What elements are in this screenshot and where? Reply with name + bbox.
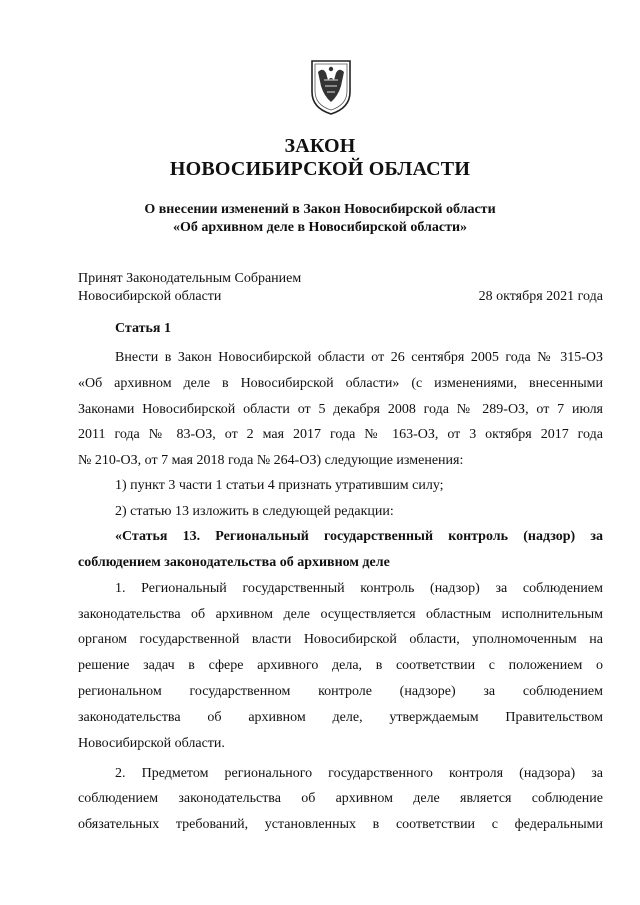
para1-line: законодательства об архивном деле осуществляется областным исполнительным	[78, 607, 603, 622]
para1-line: органом государственной власти Новосибирской области, уполномоченным на	[78, 632, 603, 647]
adoption-line1: Принят Законодательным Собранием	[78, 271, 302, 286]
para2-line: соблюдением законодательства об архивном деле является соблюдение	[78, 791, 603, 806]
amendment-item-1: 1) пункт 3 части 1 статьи 4 признать утратившим силу;	[115, 478, 444, 493]
para1-line: решение задач в сфере архивного дела, в соответствии с положением о	[78, 658, 603, 673]
para2-line: обязательных требований, установленных в соответствии с федеральными	[78, 817, 603, 832]
adoption-block	[78, 270, 301, 306]
article13-title-cont: соблюдением законодательства об архивном деле	[78, 555, 390, 570]
coat-of-arms-icon	[308, 58, 354, 116]
region-title: НОВОСИБИРСКОЙ ОБЛАСТИ	[169, 158, 471, 180]
law-subtitle-line1: О внесении изменений в Закон Новосибирской области	[144, 202, 496, 217]
article13-title: «Статья 13. Региональный государственный контроль (надзор) за	[115, 529, 603, 544]
intro-line: «Об архивном деле в Новосибирской области» (с изменениями, внесенными	[78, 376, 603, 391]
amendment-item-2: 2) статью 13 изложить в следующей редакции:	[115, 504, 394, 519]
law-subtitle-line2: «Об архивном деле в Новосибирской области»	[172, 220, 468, 235]
intro-line: № 210-ОЗ, от 7 мая 2018 года № 264-ОЗ) следующие изменения:	[78, 453, 464, 468]
intro-line: 2011 года № 83-ОЗ, от 2 мая 2017 года № 163-ОЗ, от 3 октября 2017 года	[78, 427, 603, 442]
para1-line: региональном государственном контроле (надзоре) за соблюдением	[78, 684, 603, 699]
law-title: ЗАКОН	[284, 135, 356, 157]
para1-line: Новосибирской области.	[78, 736, 225, 751]
intro-line: Законами Новосибирской области от 5 декабря 2008 года № 289-ОЗ, от 7 июля	[78, 402, 603, 417]
article-heading: Статья 1	[115, 321, 171, 336]
para1-line: законодательства об архивном деле, утверждаемым Правительством	[78, 710, 603, 725]
para2-line: 2. Предметом регионального государственного контроля (надзора) за	[115, 766, 603, 781]
adoption-line2: Новосибирской области	[78, 289, 222, 304]
intro-line: Внести в Закон Новосибирской области от 26 сентября 2005 года № 315-ОЗ	[115, 350, 603, 365]
adoption-date: 28 октября 2021 года	[478, 289, 603, 304]
para1-line: 1. Региональный государственный контроль (надзор) за соблюдением	[115, 581, 603, 596]
